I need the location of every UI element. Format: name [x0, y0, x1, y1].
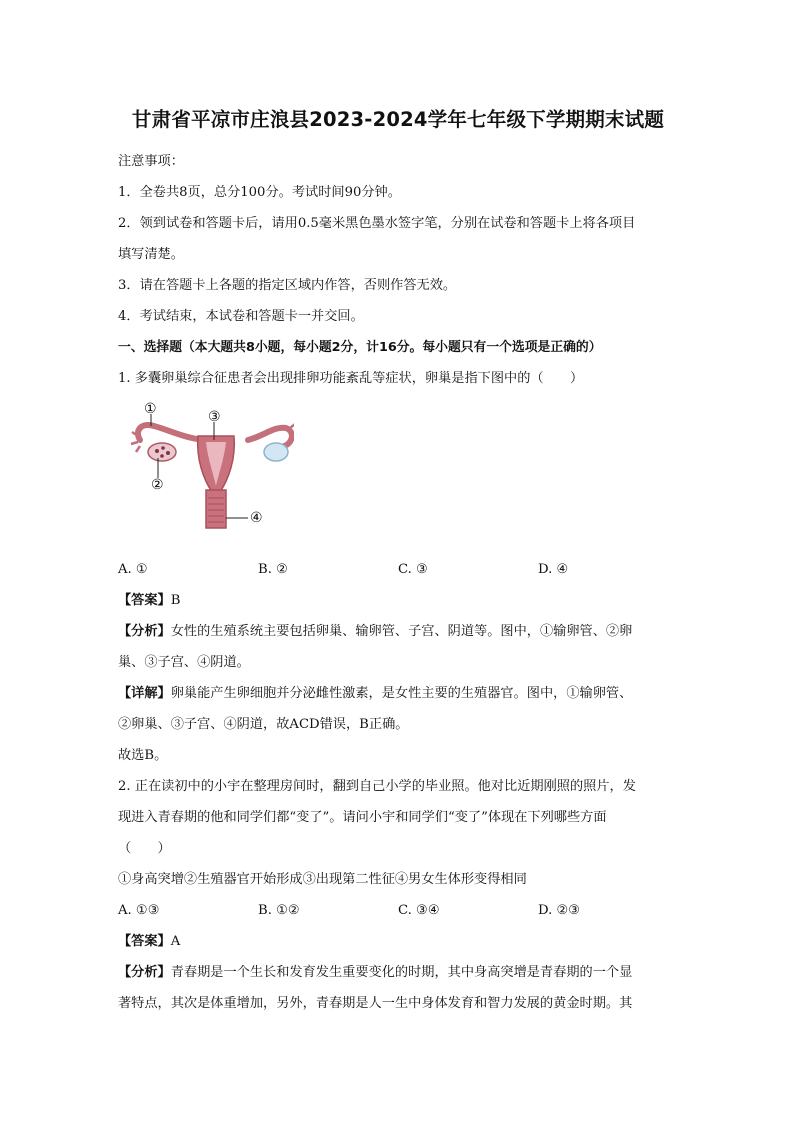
option-d: D. ④: [538, 562, 569, 577]
detail-tag: 【详解】: [118, 686, 171, 701]
answer-value: A: [170, 934, 181, 949]
q2-stem-cont: 现进入青春期的他和同学们都“变了”。请问小宇和同学们“变了”体现在下列哪些方面: [118, 810, 607, 825]
notice-item: 填写清楚。: [118, 247, 184, 262]
analysis-tag: 【分析】: [118, 624, 171, 639]
section-heading: 一、选择题（本大题共8小题，每小题2分，计16分。每小题只有一个选项是正确的）: [118, 340, 602, 355]
q2-analysis-cont: 著特点，其次是体重增加，另外，青春期是人一生中身体发育和智力发展的黄金时期。其: [118, 996, 633, 1011]
q2-stem: 2. 正在读初中的小宇在整理房间时，翻到自己小学的毕业照。他对比近期刚照的照片，发: [118, 779, 636, 794]
q1-conclusion: 故选B。: [118, 748, 168, 763]
figure-label-4: ④: [250, 510, 263, 526]
option-a: A. ①③: [118, 903, 160, 918]
q1-detail-cont: ②卵巢、③子宫、④阴道，故ACD错误，B正确。: [118, 717, 409, 732]
q1-stem: 1. 多囊卵巢综合征患者会出现排卵功能紊乱等症状，卵巢是指下图中的（ ）: [118, 371, 584, 386]
analysis-text: 女性的生殖系统主要包括卵巢、输卵管、子宫、阴道等。图中，①输卵管、②卵: [170, 624, 633, 639]
q1-analysis: [118, 616, 678, 647]
option-b: B. ②: [258, 562, 288, 577]
option-b: B. ①②: [258, 903, 300, 918]
reproductive-system-figure: [124, 400, 294, 540]
detail-text: 卵巢能产生卵细胞并分泌雌性激素，是女性主要的生殖器官。图中，①输卵管、: [170, 686, 633, 701]
exam-page: [118, 100, 678, 1019]
analysis-tag: 【分析】: [118, 965, 171, 980]
analysis-text: 青春期是一个生长和发育发生重要变化的时期，其中身高突增是青春期的一个显: [170, 965, 633, 980]
option-d: D. ②③: [538, 903, 581, 918]
option-a: A. ①: [118, 562, 148, 577]
option-c: C. ③: [398, 562, 428, 577]
q1-options: [118, 554, 678, 585]
notice-item: 4．考试结束，本试卷和答题卡一并交回。: [118, 309, 364, 324]
notice-item: 1．全卷共8页，总分100分。考试时间90分钟。: [118, 185, 401, 200]
q1-detail: [118, 678, 678, 709]
answer-tag: 【答案】: [118, 593, 171, 608]
notice-item: 3．请在答题卡上各题的指定区域内作答，否则作答无效。: [118, 278, 457, 293]
page-title: 甘肃省平凉市庄浪县2023-2024学年七年级下学期期末试题: [131, 108, 665, 131]
q2-answer: [118, 926, 678, 957]
q2-stem-paren: （ ）: [118, 841, 171, 856]
q1-answer: [118, 585, 678, 616]
q1-analysis-cont: 巢、③子宫、④阴道。: [118, 655, 250, 670]
answer-tag: 【答案】: [118, 934, 171, 949]
q2-options: [118, 895, 678, 926]
answer-value: B: [170, 593, 181, 608]
q2-analysis: [118, 957, 678, 988]
figure-label-1: ①: [144, 401, 157, 417]
option-c: C. ③④: [398, 903, 440, 918]
figure-label-3: ③: [208, 409, 221, 425]
notice-item: 2．领到试卷和答题卡后，请用0.5毫米黑色墨水签字笔，分别在试卷和答题卡上将各项目: [118, 216, 636, 231]
figure-label-2: ②: [151, 477, 164, 493]
notice-heading: 注意事项：: [118, 154, 184, 169]
q2-statement: ①身高突增②生殖器官开始形成③出现第二性征④男女生体形变得相同: [118, 872, 527, 887]
